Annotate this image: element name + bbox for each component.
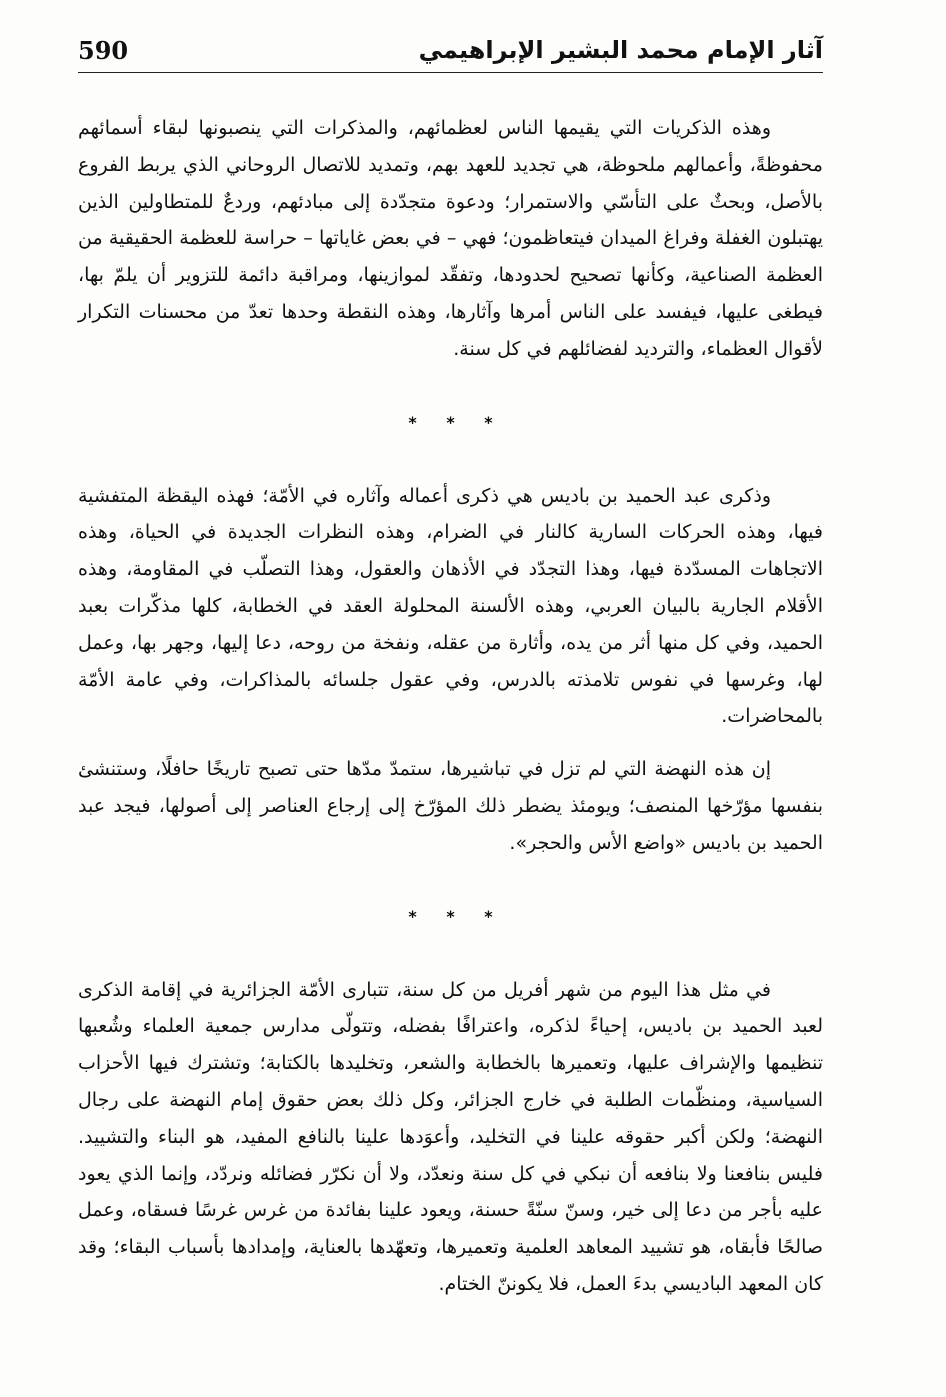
paragraph-3: إن هذه النهضة التي لم تزل في تباشيرها، ستمدّ مدّها حتى تصبح تاريخًا حافلًا، وستنشئ بنفسها مؤرّخها المنصف؛ ويومئذ يضطر ذلك المؤرّخ إلى إرجاع العناصر إلى أصولها، فيجد عبد الحميد بن باديس «واضع الأس والحجر». xyxy=(78,758,823,854)
page-number: 590 xyxy=(78,36,129,65)
paragraph-4: في مثل هذا اليوم من شهر أفريل من كل سنة، تتبارى الأمّة الجزائرية في إقامة الذكرى لعبد الحميد بن باديس، إحياءً لذكره، واعترافًا بفضله، وتتولّى مدارس جمعية العلماء وشُعبها تنظيمها والإشراف عليها، وتعميرها بالخطابة والشعر، وتخليدها بالكتابة؛ وتشترك فيها الأحزاب السياسية، ومنظّمات الطلبة في خارج الجزائر، وكل ذلك بعض حقوق إمام النهضة على رجال النهضة؛ ولكن أكبر حقوقه علينا في التخليد، وأعوَدها علينا بالنافع المفيد، هو البناء والتشييد. فليس بنافعنا ولا بنافعه أن نبكي في كل سنة ونعدّد، ولا أن نكرّر فضائله ونردّد، وإنما الذي يعود عليه بأجر من دعا إلى خير، وسنّ سنّةً حسنة، ويعود علينا بفائدة من غرس غرسًا فسقاه، وعمل صالحًا فأبقاه، هو تشييد المعاهد العلمية وتعميرها، وتعهّدها بالعناية، وإمدادها بأسباب البقاء؛ وقد كان المعهد الباديسي بدءَ العمل، فلا يكوننّ الختام. xyxy=(78,978,823,1295)
separator-stars: * * * xyxy=(408,413,505,433)
paragraph-1: وهذه الذكريات التي يقيمها الناس لعظمائهم، والمذكرات التي ينصبونها لبقاء أسمائهم محفوظةً، وأعمالهم ملحوظة، هي تجديد للعهد بهم، وتمديد للاتصال الروحاني الذي يربط الفروع بالأصل، وبحثٌ على التأسّي والاستمرار؛ ودعوة متجدّدة إلى مبادئهم، وردعٌ للمتطاولين الذين يهتبلون الغفلة وفراغ الميدان فيتعاظمون؛ فهي – في بعض غاياتها – حراسة للعظمة الحقيقية من العظمة الصناعية، وكأنها تصحيح لحدودها، وتفقّد لموازينها، ومراقبة دائمة للتزوير أن يلمّ بها، فيطغى عليها، فيفسد على الناس أمرها وآثارها، وهذه النقطة وحدها تعدّ من محسنات التكرار لأقوال العظماء، والترديد لفضائلهم في كل سنة. xyxy=(78,117,823,360)
running-header xyxy=(78,26,823,73)
body-text xyxy=(78,110,823,1303)
separator-stars: * * * xyxy=(408,907,505,927)
section-separator-1 xyxy=(78,368,823,478)
paragraph-2: وذكرى عبد الحميد بن باديس هي ذكرى أعماله وآثاره في الأمّة؛ فهذه اليقظة المتفشية فيها، وهذه الحركات السارية كالنار في الضرام، وهذه النظرات الجديدة في الحياة، وهذه الاتجاهات المسدّدة فيها، وهذا التجدّد في الأذهان والعقول، وهذا التصلّب في المقاومة، وهذه الأقلام الجارية بالبيان العربي، وهذه الألسنة المحلولة العقد في الخطابة، كلها مذكّرات بعبد الحميد، وفي كل منها أثر من يده، وأثارة من عقله، ونفخة من روحه، دعا إليها، وجهر بها، وعمل لها، وغرسها في نفوس تلامذته بالدرس، وفي عقول جلسائه بالمذاكرات، وفي عامة الأمّة بالمحاضرات. xyxy=(78,484,823,728)
section-separator-2 xyxy=(78,862,823,972)
book-title: آثار الإمام محمد البشير الإبراهيمي xyxy=(418,36,823,64)
